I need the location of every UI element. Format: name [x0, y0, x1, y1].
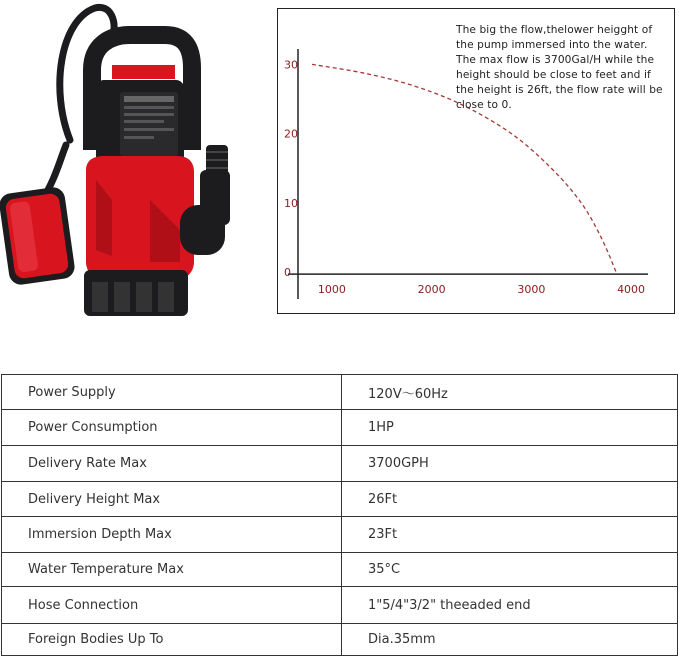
spec-label: Delivery Rate Max — [2, 446, 342, 482]
spec-value: Dia.35mm — [342, 624, 678, 656]
y-tick-label: 10 — [284, 196, 298, 210]
spec-row — [2, 587, 678, 624]
spec-table — [1, 374, 678, 656]
spec-label: Delivery Height Max — [2, 482, 342, 517]
spec-table-body — [2, 375, 678, 656]
spec-label: Hose Connection — [2, 587, 342, 624]
spec-row — [2, 624, 678, 656]
spec-row — [2, 410, 678, 446]
x-tick-label: 3000 — [517, 283, 546, 296]
spec-row — [2, 482, 678, 517]
spec-row — [2, 375, 678, 410]
spec-value: 3700GPH — [342, 446, 678, 482]
spec-label: Foreign Bodies Up To — [2, 624, 342, 656]
spec-value: 1HP — [342, 410, 678, 446]
spec-label: Water Temperature Max — [2, 553, 342, 587]
spec-row — [2, 553, 678, 587]
chart-annotation: The big the flow,thelower heigght of the pump immersed into the water. The max flow is 3700Gal/H while the height should be close to feet and if the height is 26ft, the flow rate will be close to 0. — [456, 24, 663, 111]
flow-height-chart — [277, 8, 675, 314]
spec-value: 1"5/4"3/2" theeaded end — [342, 587, 678, 624]
x-tick-label: 2000 — [417, 283, 446, 296]
y-tick-label: 0 — [284, 266, 291, 280]
x-tick-label: 4000 — [617, 283, 646, 296]
spec-label: Immersion Depth Max — [2, 517, 342, 553]
x-tick-label: 1000 — [317, 283, 346, 296]
spec-label: Power Supply — [2, 375, 342, 410]
spec-value: 120V～60Hz — [342, 375, 678, 410]
spec-value: 23Ft — [342, 517, 678, 553]
spec-value: 26Ft — [342, 482, 678, 517]
y-tick-label: 30 — [284, 58, 298, 72]
y-tick-label: 20 — [284, 127, 298, 141]
spec-row — [2, 446, 678, 482]
spec-value: 35°C — [342, 553, 678, 587]
spec-label: Power Consumption — [2, 410, 342, 446]
spec-row — [2, 517, 678, 553]
float-switch — [0, 186, 76, 286]
pump-illustration — [0, 0, 250, 320]
